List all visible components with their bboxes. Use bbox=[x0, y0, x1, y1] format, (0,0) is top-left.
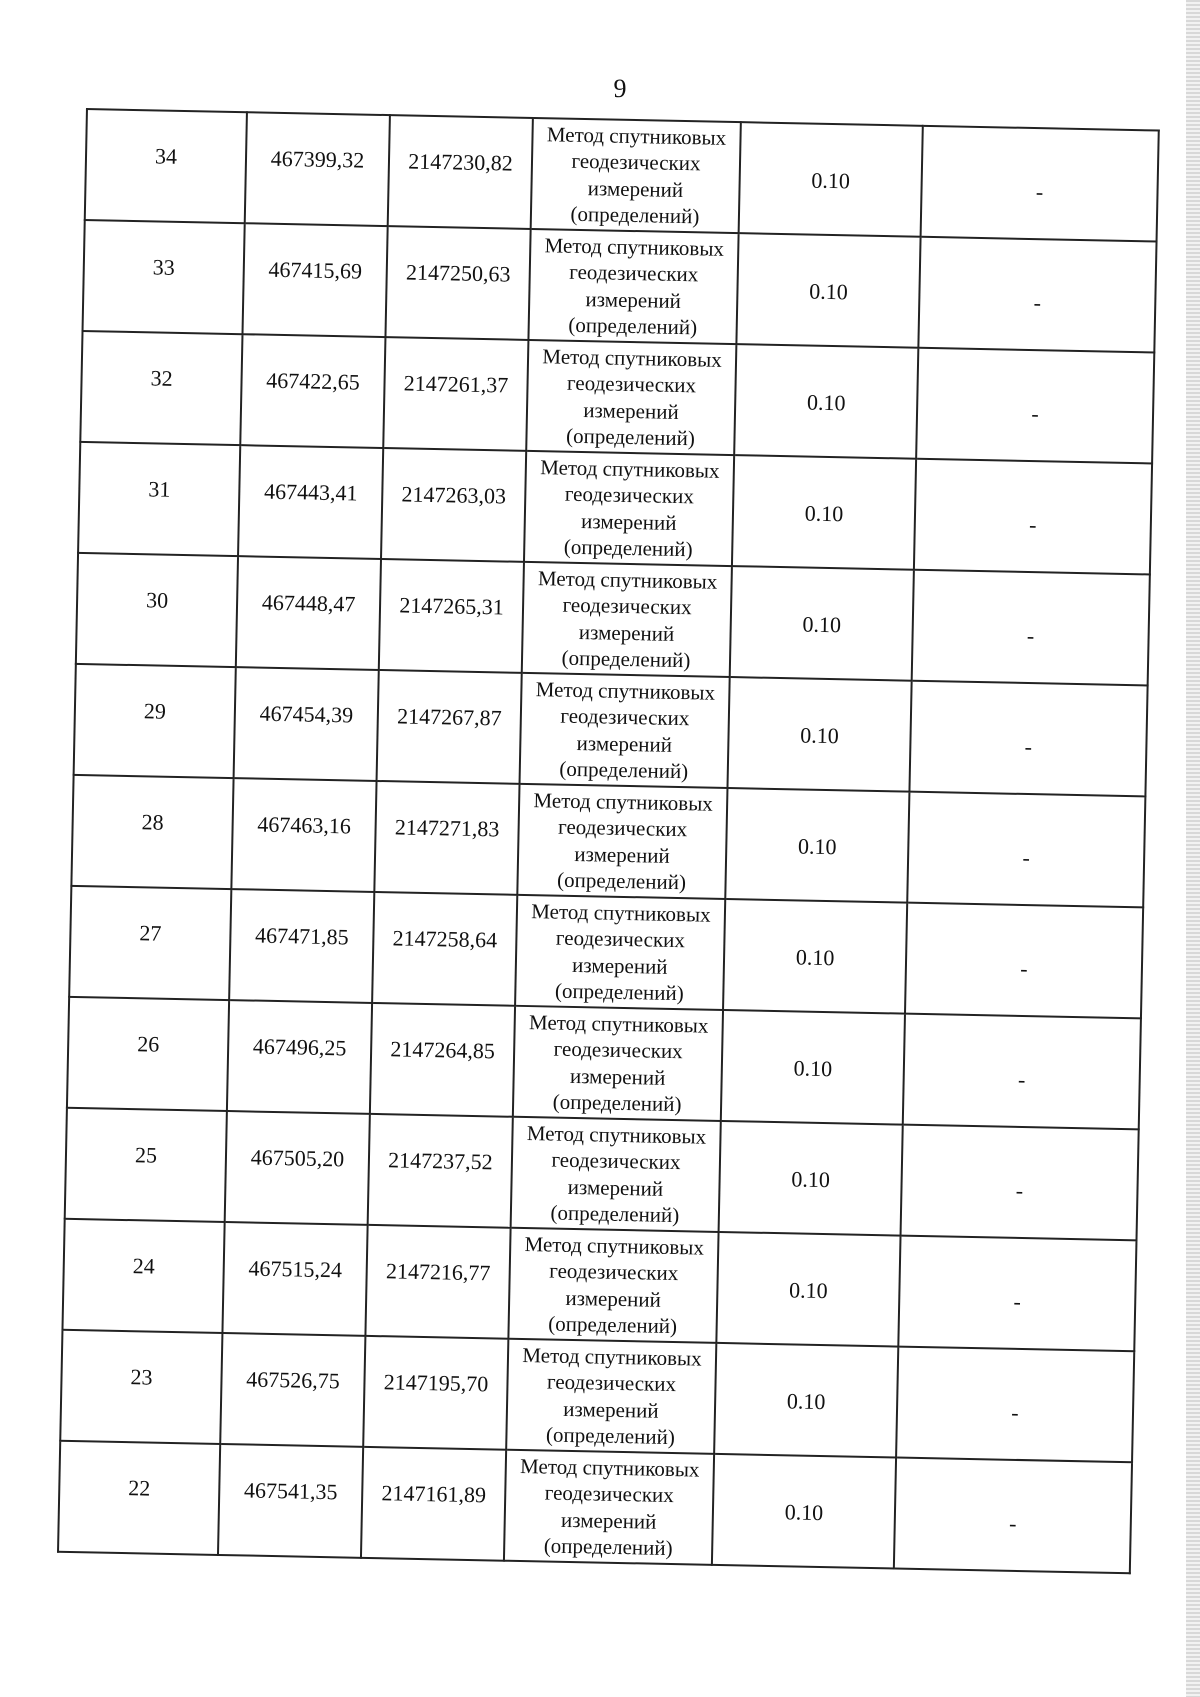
coordinates-table-body bbox=[58, 109, 1159, 1573]
point-number-cell-text: 30 bbox=[145, 587, 169, 614]
description-cell bbox=[918, 237, 1156, 353]
description-cell bbox=[921, 126, 1159, 242]
method-cell bbox=[531, 118, 741, 233]
y-coordinate-cell bbox=[372, 892, 517, 1006]
method-line: Метод спутниковых bbox=[542, 344, 722, 372]
accuracy-cell bbox=[723, 899, 907, 1014]
x-coordinate-cell-text: 467505,20 bbox=[250, 1144, 345, 1172]
method-cell bbox=[528, 229, 738, 344]
accuracy-cell-text: 0.10 bbox=[797, 833, 837, 860]
method-cell-text bbox=[507, 1342, 715, 1451]
description-cell-text: - bbox=[1013, 1289, 1022, 1315]
method-line: геодезических bbox=[571, 149, 701, 176]
description-cell-text: - bbox=[1022, 845, 1031, 871]
accuracy-cell-text: 0.10 bbox=[804, 500, 844, 527]
method-cell bbox=[515, 895, 725, 1010]
method-line: измерений bbox=[580, 508, 677, 535]
method-line: Метод спутниковых bbox=[533, 788, 714, 816]
method-line: геодезических bbox=[566, 370, 697, 398]
method-line: измерений bbox=[560, 1507, 657, 1534]
method-cell-text bbox=[529, 232, 737, 341]
y-coordinate-cell bbox=[368, 1114, 513, 1228]
y-coordinate-cell bbox=[370, 1003, 515, 1117]
point-number-cell-text: 25 bbox=[134, 1142, 158, 1168]
method-cell bbox=[506, 1339, 716, 1454]
accuracy-cell bbox=[739, 122, 923, 237]
description-cell-text: - bbox=[1026, 623, 1035, 649]
description-cell bbox=[914, 459, 1152, 575]
x-coordinate-cell-text: 467443,41 bbox=[263, 478, 358, 506]
method-cell-text bbox=[527, 343, 735, 452]
table-row bbox=[65, 1108, 1139, 1240]
x-coordinate-cell-text: 467422,65 bbox=[266, 367, 361, 395]
method-cell bbox=[504, 1450, 714, 1565]
method-line: геодезических bbox=[544, 1480, 675, 1508]
point-number-cell bbox=[83, 220, 245, 334]
method-line: геодезических bbox=[553, 1036, 683, 1064]
method-line: измерений bbox=[571, 952, 668, 979]
description-cell bbox=[905, 903, 1143, 1019]
description-cell bbox=[898, 1236, 1136, 1352]
y-coordinate-cell bbox=[381, 448, 526, 562]
point-number-cell bbox=[60, 1330, 222, 1444]
accuracy-cell-text: 0.10 bbox=[786, 1388, 826, 1415]
coordinates-sheet bbox=[57, 108, 1146, 1574]
method-line: геодезических bbox=[555, 925, 686, 953]
method-cell-text bbox=[521, 676, 729, 785]
accuracy-cell-text: 0.10 bbox=[793, 1055, 833, 1082]
point-number-cell-text: 31 bbox=[148, 476, 171, 503]
point-number-cell-text: 27 bbox=[139, 920, 162, 946]
point-number-cell bbox=[78, 442, 240, 556]
description-cell-text: - bbox=[1024, 734, 1033, 760]
method-line: измерений bbox=[574, 841, 671, 868]
method-line: геодезических bbox=[562, 592, 692, 620]
y-coordinate-cell-text: 2147237,52 bbox=[387, 1147, 493, 1175]
y-coordinate-cell-text: 2147261,37 bbox=[403, 370, 509, 398]
method-line: Метод спутниковых bbox=[528, 1010, 709, 1038]
x-coordinate-cell-text: 467448,47 bbox=[261, 589, 356, 617]
accuracy-cell-text: 0.10 bbox=[800, 722, 840, 749]
point-number-cell-text: 28 bbox=[141, 809, 164, 835]
description-cell bbox=[903, 1014, 1141, 1130]
description-cell bbox=[901, 1125, 1139, 1241]
method-line: геодезических bbox=[569, 259, 699, 287]
y-coordinate-cell-text: 2147264,85 bbox=[390, 1036, 496, 1064]
y-coordinate-cell-text: 2147271,83 bbox=[394, 814, 500, 842]
accuracy-cell bbox=[714, 1343, 898, 1458]
accuracy-cell-text: 0.10 bbox=[784, 1499, 824, 1526]
method-line: геодезических bbox=[557, 814, 688, 842]
method-line: Метод спутниковых bbox=[524, 1232, 705, 1260]
description-cell-text: - bbox=[1011, 1400, 1019, 1426]
method-cell bbox=[511, 1117, 721, 1232]
description-cell-text: - bbox=[1031, 401, 1039, 427]
description-cell bbox=[909, 681, 1147, 797]
point-number-cell bbox=[80, 331, 242, 445]
method-line: измерений bbox=[578, 619, 675, 646]
point-number-cell-text: 26 bbox=[136, 1031, 160, 1057]
accuracy-cell-text: 0.10 bbox=[791, 1166, 831, 1193]
method-line: измерений bbox=[576, 730, 673, 757]
description-cell bbox=[907, 792, 1145, 908]
method-line: Метод спутниковых bbox=[535, 677, 716, 705]
y-coordinate-cell-text: 2147195,70 bbox=[383, 1369, 489, 1397]
table-row bbox=[83, 220, 1157, 352]
method-line: Метод спутниковых bbox=[544, 233, 725, 261]
x-coordinate-cell bbox=[220, 1333, 365, 1447]
accuracy-cell bbox=[734, 344, 918, 459]
y-coordinate-cell bbox=[365, 1225, 510, 1339]
x-coordinate-cell bbox=[229, 889, 374, 1003]
method-cell bbox=[520, 673, 730, 788]
accuracy-cell-text: 0.10 bbox=[808, 278, 848, 305]
point-number-cell bbox=[65, 1108, 227, 1222]
x-coordinate-cell-text: 467399,32 bbox=[270, 146, 365, 173]
accuracy-cell-text: 0.10 bbox=[788, 1277, 828, 1304]
method-line: Метод спутниковых bbox=[522, 1343, 702, 1371]
y-coordinate-cell bbox=[388, 115, 533, 229]
method-cell-text bbox=[516, 898, 724, 1007]
accuracy-cell bbox=[727, 677, 911, 792]
point-number-cell-text: 24 bbox=[132, 1253, 156, 1279]
method-line: Метод спутниковых bbox=[531, 899, 711, 927]
description-cell bbox=[916, 348, 1154, 464]
y-coordinate-cell-text: 2147161,89 bbox=[381, 1480, 487, 1508]
method-line: измерений bbox=[567, 1174, 664, 1201]
method-line: Метод спутниковых bbox=[537, 566, 718, 594]
method-line: геодезических bbox=[546, 1369, 677, 1397]
description-cell bbox=[894, 1458, 1132, 1574]
accuracy-cell bbox=[725, 788, 909, 903]
accuracy-cell-text: 0.10 bbox=[802, 611, 842, 638]
method-line: геодезических bbox=[551, 1147, 681, 1175]
method-line: (определений) bbox=[561, 645, 691, 672]
table-row bbox=[78, 442, 1152, 574]
coordinates-table bbox=[57, 108, 1160, 1574]
method-cell bbox=[524, 451, 734, 566]
table-row bbox=[80, 331, 1154, 463]
x-coordinate-cell bbox=[222, 1222, 367, 1336]
point-number-cell-text: 23 bbox=[130, 1364, 153, 1390]
point-number-cell bbox=[74, 664, 236, 778]
method-line: геодезических bbox=[564, 481, 695, 509]
method-cell bbox=[517, 784, 727, 899]
table-row bbox=[85, 109, 1159, 241]
table-row bbox=[71, 775, 1145, 907]
description-cell-text: - bbox=[1028, 512, 1037, 538]
accuracy-cell bbox=[716, 1232, 900, 1347]
x-coordinate-cell bbox=[231, 778, 376, 892]
method-line: измерений bbox=[563, 1396, 659, 1423]
y-coordinate-cell-text: 2147265,31 bbox=[399, 592, 505, 620]
method-line: измерений bbox=[565, 1285, 662, 1312]
table-row bbox=[74, 664, 1148, 796]
point-number-cell-text: 29 bbox=[143, 698, 167, 725]
method-line: (определений) bbox=[570, 201, 700, 229]
y-coordinate-cell bbox=[377, 670, 522, 784]
description-cell-text: - bbox=[1017, 1067, 1026, 1093]
x-coordinate-cell bbox=[236, 556, 381, 670]
x-coordinate-cell bbox=[218, 1444, 363, 1558]
table-row bbox=[67, 997, 1141, 1129]
method-cell bbox=[508, 1228, 718, 1343]
accuracy-cell bbox=[712, 1454, 896, 1569]
y-coordinate-cell bbox=[383, 337, 528, 451]
method-cell-text bbox=[532, 121, 740, 230]
description-cell-text: - bbox=[1008, 1511, 1017, 1537]
x-coordinate-cell-text: 467415,69 bbox=[268, 256, 363, 284]
x-coordinate-cell-text: 467454,39 bbox=[259, 700, 354, 728]
point-number-cell-text: 34 bbox=[154, 143, 178, 170]
y-coordinate-cell bbox=[379, 559, 524, 673]
accuracy-cell bbox=[730, 566, 914, 681]
x-coordinate-cell-text: 467463,16 bbox=[257, 811, 352, 839]
method-line: (определений) bbox=[552, 1089, 682, 1116]
table-row bbox=[76, 553, 1150, 685]
y-coordinate-cell-text: 2147230,82 bbox=[407, 148, 513, 176]
method-line: Метод спутниковых bbox=[539, 455, 720, 483]
point-number-cell bbox=[62, 1219, 224, 1333]
point-number-cell bbox=[58, 1441, 220, 1555]
point-number-cell bbox=[69, 886, 231, 1000]
x-coordinate-cell bbox=[225, 1111, 370, 1225]
table-row bbox=[62, 1219, 1136, 1351]
method-cell-text bbox=[514, 1009, 722, 1118]
method-cell-text bbox=[512, 1120, 720, 1229]
method-line: (определений) bbox=[548, 1311, 678, 1338]
method-cell-text bbox=[509, 1231, 717, 1340]
method-line: (определений) bbox=[559, 756, 689, 783]
method-line: (определений) bbox=[563, 534, 693, 562]
description-cell-text: - bbox=[1019, 956, 1028, 982]
x-coordinate-cell-text: 467471,85 bbox=[254, 922, 349, 950]
point-number-cell bbox=[67, 997, 229, 1111]
method-line: (определений) bbox=[545, 1422, 676, 1449]
x-coordinate-cell bbox=[227, 1000, 372, 1114]
table-row bbox=[69, 886, 1143, 1018]
x-coordinate-cell bbox=[234, 667, 379, 781]
description-cell-text: - bbox=[1015, 1178, 1024, 1204]
x-coordinate-cell-text: 467496,25 bbox=[252, 1033, 347, 1061]
x-coordinate-cell-text: 467515,24 bbox=[248, 1255, 343, 1283]
page-number: 9 bbox=[613, 74, 627, 103]
method-line: геодезических bbox=[560, 703, 690, 731]
point-number-cell-text: 32 bbox=[150, 365, 173, 392]
x-coordinate-cell bbox=[245, 112, 390, 226]
x-coordinate-cell bbox=[238, 445, 383, 559]
table-row bbox=[60, 1330, 1134, 1462]
method-cell-text bbox=[518, 787, 726, 896]
accuracy-cell bbox=[721, 1010, 905, 1125]
method-line: измерений bbox=[569, 1063, 666, 1090]
x-coordinate-cell-text: 467541,35 bbox=[243, 1477, 338, 1505]
description-cell bbox=[896, 1347, 1134, 1463]
description-cell-text: - bbox=[1033, 290, 1042, 316]
method-cell-text bbox=[523, 565, 731, 674]
y-coordinate-cell-text: 2147250,63 bbox=[405, 259, 511, 287]
description-cell-text: - bbox=[1035, 179, 1044, 205]
table-row bbox=[58, 1441, 1132, 1573]
method-line: Метод спутниковых bbox=[519, 1453, 700, 1482]
accuracy-cell bbox=[732, 455, 916, 570]
method-line: (определений) bbox=[543, 1533, 673, 1560]
accuracy-cell-text: 0.10 bbox=[795, 944, 835, 971]
accuracy-cell-text: 0.10 bbox=[811, 167, 851, 194]
method-cell-text bbox=[525, 454, 733, 563]
point-number-cell-text: 33 bbox=[152, 254, 176, 281]
method-line: Метод спутниковых bbox=[546, 122, 727, 150]
method-line: (определений) bbox=[556, 867, 687, 894]
method-line: геодезических bbox=[548, 1258, 679, 1286]
method-cell bbox=[526, 340, 736, 455]
description-cell bbox=[912, 570, 1150, 686]
method-line: измерений bbox=[585, 286, 682, 313]
method-cell bbox=[513, 1006, 723, 1121]
x-coordinate-cell-text: 467526,75 bbox=[246, 1366, 341, 1394]
scan-edge-strip bbox=[1186, 0, 1200, 1697]
method-line: (определений) bbox=[550, 1200, 680, 1227]
accuracy-cell bbox=[719, 1121, 903, 1236]
accuracy-cell-text: 0.10 bbox=[806, 389, 846, 416]
point-number-cell-text: 22 bbox=[128, 1475, 151, 1501]
method-line: (определений) bbox=[568, 312, 698, 340]
accuracy-cell bbox=[736, 233, 920, 348]
x-coordinate-cell bbox=[240, 334, 385, 448]
method-line: Метод спутниковых bbox=[526, 1121, 707, 1149]
method-line: (определений) bbox=[565, 423, 696, 451]
method-line: (определений) bbox=[554, 978, 684, 1005]
point-number-cell bbox=[85, 109, 247, 223]
point-number-cell bbox=[71, 775, 233, 889]
method-cell bbox=[522, 562, 732, 677]
method-line: измерений bbox=[583, 397, 679, 424]
method-cell-text bbox=[505, 1453, 713, 1562]
method-line: измерений bbox=[587, 175, 684, 202]
point-number-cell bbox=[76, 553, 238, 667]
x-coordinate-cell bbox=[242, 223, 387, 337]
y-coordinate-cell bbox=[385, 226, 530, 340]
y-coordinate-cell-text: 2147267,87 bbox=[396, 703, 502, 731]
y-coordinate-cell-text: 2147216,77 bbox=[385, 1258, 491, 1286]
y-coordinate-cell bbox=[374, 781, 519, 895]
y-coordinate-cell bbox=[361, 1447, 506, 1561]
y-coordinate-cell-text: 2147258,64 bbox=[392, 925, 498, 953]
y-coordinate-cell bbox=[363, 1336, 508, 1450]
y-coordinate-cell-text: 2147263,03 bbox=[401, 481, 507, 509]
